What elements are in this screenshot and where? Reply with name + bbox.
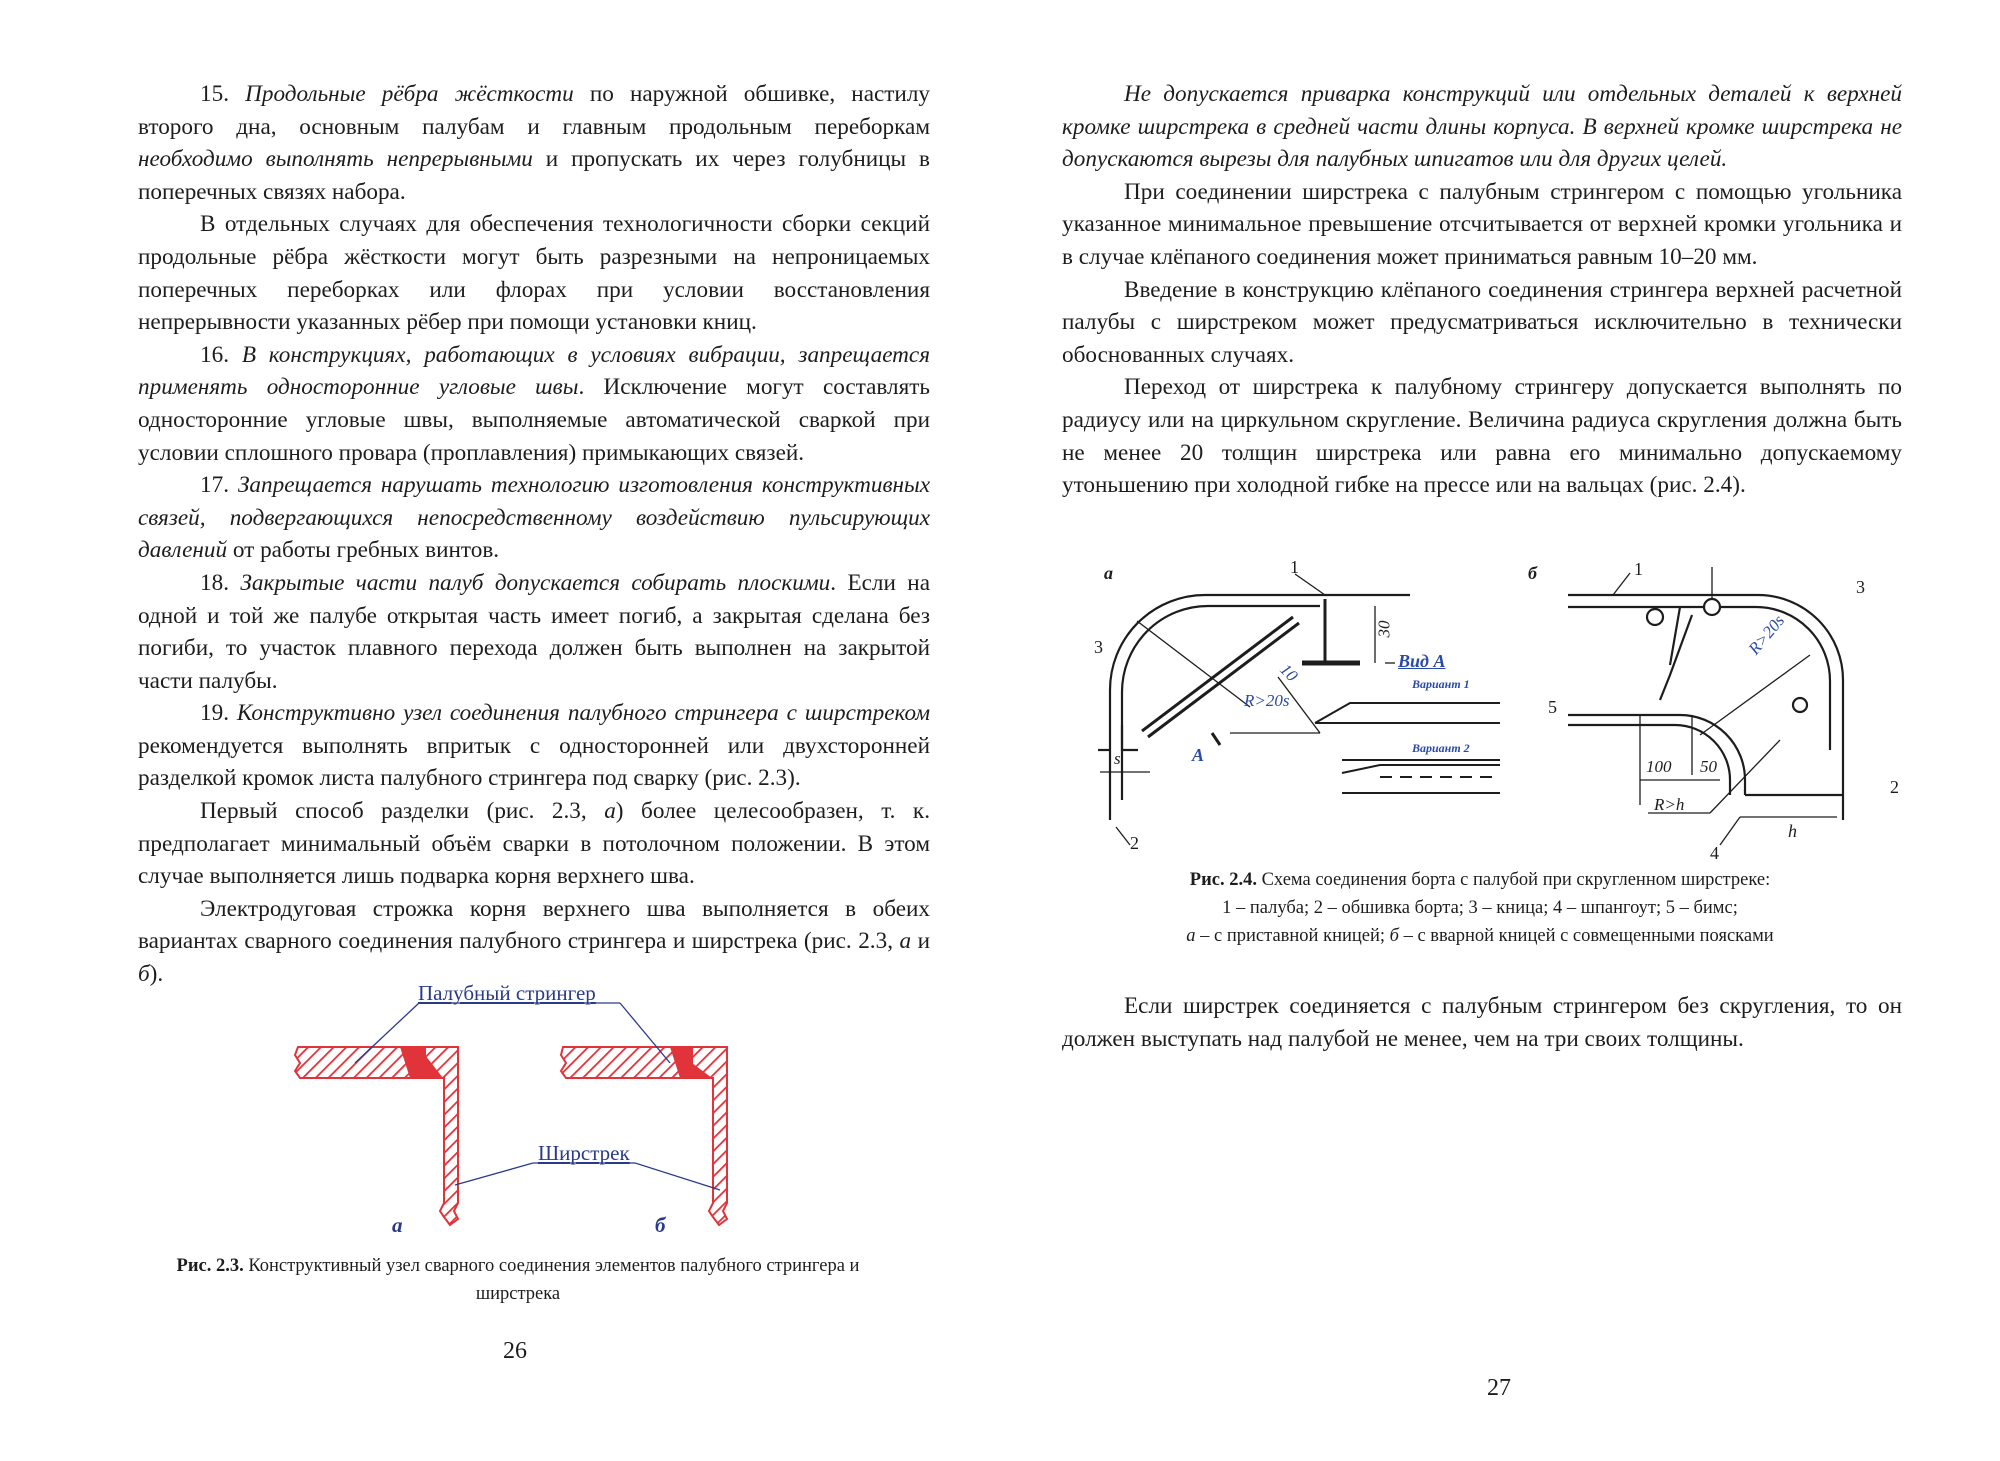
text: Первый способ разделки (рис. 2.3, xyxy=(200,798,605,825)
fig24-a-n1: 1 xyxy=(1290,557,1299,577)
text: и xyxy=(911,928,930,955)
text: рекомендуется выполнять впритык с односторонней или двухсторонней разделкой кромок листа палубного стрингера под сварку (рис. 2.3). xyxy=(138,732,930,792)
right-after-figure-text xyxy=(1062,990,1902,1055)
fig24-b-n5: 5 xyxy=(1548,697,1557,717)
text: . Если на одной и той же палубе открытая часть имеет погиб, а закрытая сделана без погиби, то участок плавного перехода должен быть выполнен на закрытой части палубы. xyxy=(138,569,930,694)
text: При соединении ширстрека с палубным стрингером с помощью угольника указанное минимальное превышение отсчитывается от верхней кромки угольника и в случае клёпаного соединения может приниматься равным 10–20 мм. xyxy=(1062,178,1902,270)
text: Переход от ширстрека к палубному стрингеру допускается выполнять по радиусу или на циркульном скругление. Величина радиуса скругления должна быть не менее 20 толщин ширстрека или равна его минимально допускаемому утоньшению при холодной гибке на прессе или на вальцах (рис. 2.4). xyxy=(1062,374,1902,499)
paragraph xyxy=(138,78,930,208)
fig24-b-dim50: 50 xyxy=(1700,757,1717,776)
figure-2-4-caption xyxy=(1080,866,1880,950)
figure-2-3 xyxy=(280,981,760,1245)
text: по наружной обшивке, настилу второго дна, основным палубам и главным продольным переборкам xyxy=(138,81,931,140)
paragraph xyxy=(1062,274,1902,372)
paragraph xyxy=(1062,371,1902,501)
paragraph xyxy=(1062,176,1902,274)
text: ) более целесообразен, т. к. предполагает минимальный объём сварки в потолочном положении. В этом случае выполняется лишь подварка корня верхнего шва. xyxy=(138,798,930,890)
fig24-sub-a: а xyxy=(1104,563,1113,583)
fig24-a-arrow-label: A xyxy=(1192,745,1205,765)
fig24-a-r20s: R>20s xyxy=(1244,691,1290,710)
paragraph xyxy=(138,469,930,567)
page-number-left: 26 xyxy=(503,1338,527,1364)
text: Введение в конструкцию клёпаного соединения стрингера верхней расчетной палубы с ширстреком может предусматриваться исключительно в технически обоснованных случаях. xyxy=(1062,276,1902,368)
fig24-b-r20s: R>20s xyxy=(1744,611,1789,659)
fig24-a-n3: 3 xyxy=(1094,637,1103,657)
right-text-column xyxy=(1062,78,1902,502)
text: 18. xyxy=(200,569,241,596)
italic-text: а xyxy=(899,928,912,955)
caption-a: а xyxy=(1186,926,1196,946)
fig24-b-dim100: 100 xyxy=(1646,757,1672,776)
text: ). xyxy=(149,961,164,988)
fig24-b-h: h xyxy=(1788,821,1797,841)
caption-text: Конструктивный узел сварного соединения элементов палубного стрингера и ширстрека xyxy=(243,1256,860,1304)
figure-2-4-drawing xyxy=(1080,555,1940,865)
text: и пропускать их через голубницы в поперечных связях набора. xyxy=(138,146,931,205)
fig24-b-rh: R>h xyxy=(1654,795,1685,814)
caption-line-1: Схема соединения борта с палубой при скругленном ширстреке: xyxy=(1256,870,1771,890)
italic-text: Конструктивно узел соединения палубного стрингера с ширстреком xyxy=(236,700,930,727)
right-page xyxy=(1000,0,2000,1461)
fig24-b-n3: 3 xyxy=(1856,577,1865,597)
view-a-variants xyxy=(1315,703,1500,793)
italic-text: б xyxy=(138,961,150,988)
paragraph xyxy=(138,697,930,795)
fig24-variant-1: Вариант 1 xyxy=(1412,677,1470,691)
italic-text: необходимо выполнять непрерывными xyxy=(138,146,533,173)
fig24-a-n2: 2 xyxy=(1130,833,1139,853)
paragraph xyxy=(138,567,930,697)
fig24-variant-2: Вариант 2 xyxy=(1412,741,1470,755)
paragraph: Если ширстрек соединяется с палубным стрингером без скругления, то он должен выступать над палубой не менее, чем на три своих толщины. xyxy=(1062,993,1902,1052)
italic-text: Закрытые части палуб допускается собирать плоскими xyxy=(240,569,831,596)
fig24-view-a: Вид А xyxy=(1398,651,1446,671)
variant-b-lines xyxy=(1568,595,1843,820)
paragraph xyxy=(138,893,930,991)
label-stringer: Палубный стрингер xyxy=(418,981,596,1005)
text: от работы гребных винтов. xyxy=(227,537,500,564)
variant-b-drawing xyxy=(561,1047,727,1225)
figure-2-4 xyxy=(1080,555,1940,865)
figure-2-3-caption xyxy=(138,1252,898,1308)
variant-a-drawing xyxy=(295,1047,458,1225)
label-sheerstrake: Ширстрек xyxy=(538,1141,630,1165)
text: 16. xyxy=(200,341,242,368)
caption-number: Рис. 2.4. xyxy=(1189,870,1257,890)
sub-label-b: б xyxy=(655,1213,666,1237)
caption-mid: – с приставной кницей; xyxy=(1195,926,1390,946)
text: 17. xyxy=(200,472,238,499)
fig24-a-dim10: 10 xyxy=(1276,659,1302,686)
paragraph xyxy=(1062,78,1902,176)
fig24-b-n2: 2 xyxy=(1890,777,1899,797)
caption-number: Рис. 2.3. xyxy=(176,1256,244,1276)
italic-text: Запрещается нарушать технологию изготовления конструктивных связей, подвергающихся непосредственному воздействию пульсирующих давлений xyxy=(138,472,931,564)
italic-text: а xyxy=(604,798,616,825)
fig24-sub-b: б xyxy=(1528,563,1537,583)
paragraph xyxy=(138,339,930,469)
italic-text: Не допускается приварка конструкций или отдельных деталей к верхней кромке ширстрека в средней части длины корпуса. В верхней кромке ширстрека не допускаются вырезы для палубных шпигатов или для других целей. xyxy=(1062,81,1902,173)
text: В отдельных случаях для обеспечения технологичности сборки секций продольные рёбра жёсткости могут быть разрезными на непроницаемых поперечных переборках или флорах при условии восстановления непрерывности указанных рёбер при помощи установки книц. xyxy=(138,211,930,336)
sub-label-a: а xyxy=(392,1213,403,1237)
figure-2-3-drawing xyxy=(280,985,760,1245)
text: 15. xyxy=(200,81,246,107)
caption-line-2: 1 – палуба; 2 – обшивка борта; 3 – кница; 4 – шпангоут; 5 – бимс; xyxy=(1222,898,1738,918)
fig24-a-s: s xyxy=(1114,749,1121,768)
paragraph xyxy=(138,795,930,893)
fig24-b-n1: 1 xyxy=(1634,559,1643,579)
left-text-column xyxy=(138,78,930,991)
fig24-a-dim30: 30 xyxy=(1374,620,1394,638)
text: . Исключение могут составлять односторонние угловые швы, выполняемые автоматической сваркой при условии сплошного провара (проплавления) примыкающих связей. xyxy=(138,374,930,466)
italic-text: Продольные рёбра жёсткости xyxy=(245,81,574,107)
text: Электродуговая строжка корня верхнего шва выполняется в обеих вариантах сварного соединения палубного стрингера и ширстрека (рис. 2.3, xyxy=(138,895,930,955)
caption-end: – с вварной кницей с совмещенными поясками xyxy=(1398,926,1774,946)
fig24-b-n4: 4 xyxy=(1710,843,1719,863)
paragraph xyxy=(138,208,930,338)
page-number-right: 27 xyxy=(1487,1375,1511,1401)
caption-b: б xyxy=(1389,926,1399,946)
text: 19. xyxy=(200,700,237,727)
italic-text: В конструкциях, работающих в условиях вибрации, запрещается применять односторонние угловые швы xyxy=(138,341,931,401)
